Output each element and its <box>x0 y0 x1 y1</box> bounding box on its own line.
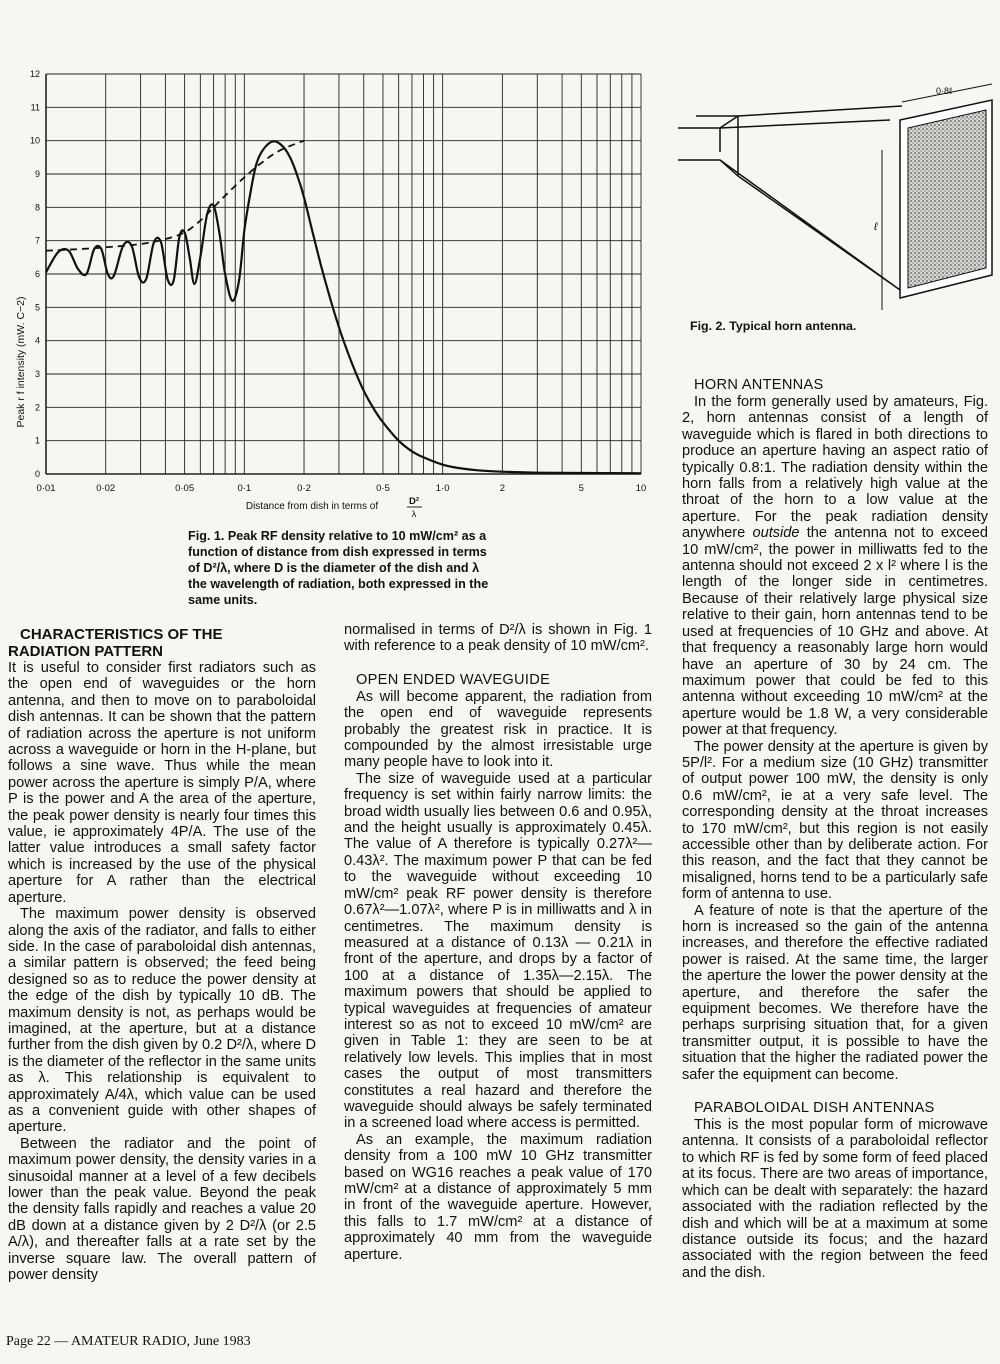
svg-text:λ: λ <box>411 509 417 520</box>
y-tick-label: 6 <box>34 269 40 279</box>
y-tick-label: 9 <box>34 169 40 179</box>
y-tick-label: 0 <box>34 469 40 479</box>
y-axis-label: Peak r f intensity (mW. C−2) <box>15 296 27 428</box>
y-tick-label: 1 <box>34 435 40 446</box>
y-tick-label: 8 <box>34 202 40 213</box>
figure-1 <box>0 62 660 522</box>
figure-2 <box>670 80 1000 330</box>
paragraph: This is the most popular form of microwave antenna. It consists of a paraboloidal reflector to which RF is fed by some form of feed placed at its focus. There are two areas of importance, which can be dealt with separately: the hazard associated with the radiation reflected by the dish and which will be at a maximum at some distance outside its focus; and the hazard associated with the region between the feed and the dish. <box>682 1117 988 1281</box>
paragraph: As will become apparent, the radiation from the open end of waveguide represents probably the greatest risk in practice. It is compounded by the almost irresistable urge many people have to look into it. <box>344 688 652 771</box>
x-tick-label: 10 <box>635 483 647 494</box>
x-tick-label: 1·0 <box>435 483 450 494</box>
y-tick-label: 3 <box>34 369 40 379</box>
page-footer: Page 22 — AMATEUR RADIO, June 1983 <box>6 1334 251 1349</box>
y-tick-label: 4 <box>34 335 40 346</box>
paragraph-continued: normalised in terms of D²/λ is shown in Fig. 1 with reference to a peak density of 10 mW/cm². <box>344 622 652 655</box>
paragraph: The power density at the aperture is given by 5P/l². For a medium size (10 GHz) transmitter of output power 100 mW, the density is only 0.6 mW/cm², ie at a very safe level. The corresponding density at the throat increases to 170 mW/cm², but this region is not easily accessible other than by deliberate action. For this reason, and the fact that they cannot be misaligned, horns tend to be a particularly safe form of antenna to use. <box>682 738 988 903</box>
dim-length-label: ℓ <box>874 221 878 233</box>
chart-grid <box>46 74 641 474</box>
x-tick-label: 0·02 <box>96 483 116 494</box>
paragraph: In the form generally used by amateurs, Fig. 2, horn antennas consist of a length of waveguide which is flared in both directions to produce an aperture having an aspect ratio of typically 0.8:1. The radiation density within the horn falls from a relatively high value at the throat of the horn to a low value at the aperture. For the peak radiation density anywhere outside the antenna not to exceed 10 mW/cm², the power in milliwatts fed to the antenna should not exceed 2 x l² where l is the length of the longer side in centimetres. Because of their relatively large physical size relative to their gain, horn antennas tend to be used at frequencies of 10 GHz and above. At that frequency a reasonably large horn would have an aperture of 30 by 24 cm. The maximum power that could be fed to this antenna without exceeding 10 mW/cm² at the aperture would be 1.8 W, a very considerable power at that frequency. <box>682 394 988 739</box>
paragraph: The maximum power density is observed along the axis of the radiator, and falls to either side. In the case of paraboloidal dish antennas, a similar pattern is observed; the feed being designed so as to reduce the power density at the edge of the dish by typically 10 dB. The maximum density is not, as perhaps would be imagined, at the aperture, but at a distance further from the dish given by 0.2 D²/λ, where D is the diameter of the reflector in the same units as λ. This relationship is equivalent to approximately A/4λ, which value can be used as a convenient guide with other shapes of aperture. <box>8 906 316 1136</box>
paragraph: The size of waveguide used at a particular frequency is set within fairly narrow limits: the broad width usually lies between 0.6 and 0.95λ, and the height usually is approximately 0.45λ. The value of A therefore is typically 0.27λ²—0.43λ². The maximum power P that can be fed to the waveguide without exceeding 10 mW/cm² peak RF power density is therefore 0.67λ²—1.07λ², where P is in milliwatts and λ in centimetres. The maximum density is measured at a distance of 0.13λ — 0.21λ in front of the aperture, and drops by a factor of 100 at a distance of 1.35λ—2.15λ. The maximum powers that should be applied to typical waveguides at frequencies of amateur interest so as not to exceed 10 mW/cm² are given in Table 1: they are seen to be at relatively low levels. This implies that in most cases the output of most transmitters constitutes a real hazard and therefore the waveguide should always be safely terminated in a screened load where access is permitted. <box>344 770 652 1132</box>
horn-antenna-drawing <box>670 80 1000 330</box>
x-tick-label: 5 <box>578 483 584 494</box>
y-tick-label: 12 <box>29 69 40 79</box>
column-2 <box>344 622 652 1263</box>
x-tick-labels <box>36 483 646 494</box>
y-tick-label: 11 <box>30 102 40 113</box>
column-1 <box>8 626 316 1283</box>
horn-flare <box>720 106 902 290</box>
y-tick-label: 10 <box>29 135 40 146</box>
x-tick-label: 0·2 <box>297 483 311 494</box>
y-tick-label: 2 <box>34 402 40 413</box>
fig2-caption: Fig. 2. Typical horn antenna. <box>690 319 857 333</box>
x-axis-fraction <box>407 496 422 520</box>
column-3 <box>682 377 988 1281</box>
section-heading-characteristics: CHARACTERISTICS OF THE RADIATION PATTERN <box>8 626 223 660</box>
section-heading-horn: HORN ANTENNAS <box>694 377 824 393</box>
x-tick-label: 0·1 <box>237 483 252 494</box>
section-heading-dish: PARABOLOIDAL DISH ANTENNAS <box>694 1100 935 1117</box>
paragraph: A feature of note is that the aperture of the horn is increased so the gain of the antenna increases, and therefore the effective radiated power is raised. At the same time, the larger the aperture the lower the power density at the aperture, and therefore the safer the equipment becomes. We therefore have the perhaps surprising situation that, for a given transmitter output, it is possible to have the situation that the higher the radiated power the safer the equipment can become. <box>682 902 988 1083</box>
y-tick-label: 7 <box>34 235 40 246</box>
horn-aperture-mesh <box>908 110 986 288</box>
series-envelope-dashed <box>46 141 304 251</box>
paragraph: It is useful to consider first radiators such as the open end of waveguides or the horn antenna, and then to move on to paraboloidal dish antennas. It can be shown that the pattern of radiation across the aperture is not uniform across a waveguide or horn in the H-plane, but follows a sine wave. Thus while the mean power across the aperture is simply P/A, where P is the power and A the area of the aperture, the peak power density is nearly four times this value, ie approximately 4P/A. The use of the latter value introduces a small safety factor which is increased by the use of the physical aperture for A rather than the electrical aperture. <box>8 660 316 906</box>
paragraph: Between the radiator and the point of maximum power density, the density varies in a sinusoidal manner at a level of a few decibels lower than the peak value. Beyond the peak the density falls rapidly and reaches a value 20 dB down at a distance given by 2 D²/λ (or 2.5 A/λ), and thereafter falls at a rate set by the inverse square law. The overall pattern of power density <box>8 1135 316 1284</box>
paragraph: As an example, the maximum radiation density from a 100 mW 10 GHz transmitter based on WG16 reaches a peak value of 170 mW/cm² at a distance of approximately 5 mm in front of the waveguide aperture. However, this falls to 1.7 mW/cm² at a distance of approximately 40 mm from the waveguide aperture. <box>344 1131 652 1263</box>
fig1-chart <box>0 62 660 522</box>
x-tick-label: 0·01 <box>36 483 56 494</box>
fig1-caption: Fig. 1. Peak RF density relative to 10 mW/cm² as a function of distance from dish expressed in terms of D²/λ, where D is the diameter of the dish and λ the wavelength of radiation, both expressed in the same units. <box>188 529 489 607</box>
x-tick-label: 0·05 <box>175 483 195 494</box>
x-axis-label: Distance from dish in terms of <box>245 501 379 512</box>
y-tick-label: 5 <box>34 302 40 313</box>
x-tick-label: 0·5 <box>376 483 390 494</box>
svg-text:D²: D² <box>408 496 420 507</box>
dim-width-label: 0·8ℓ <box>936 86 952 96</box>
x-tick-label: 2 <box>499 483 506 494</box>
y-tick-labels <box>30 69 40 479</box>
section-heading-waveguide: OPEN ENDED WAVEGUIDE <box>356 671 551 688</box>
